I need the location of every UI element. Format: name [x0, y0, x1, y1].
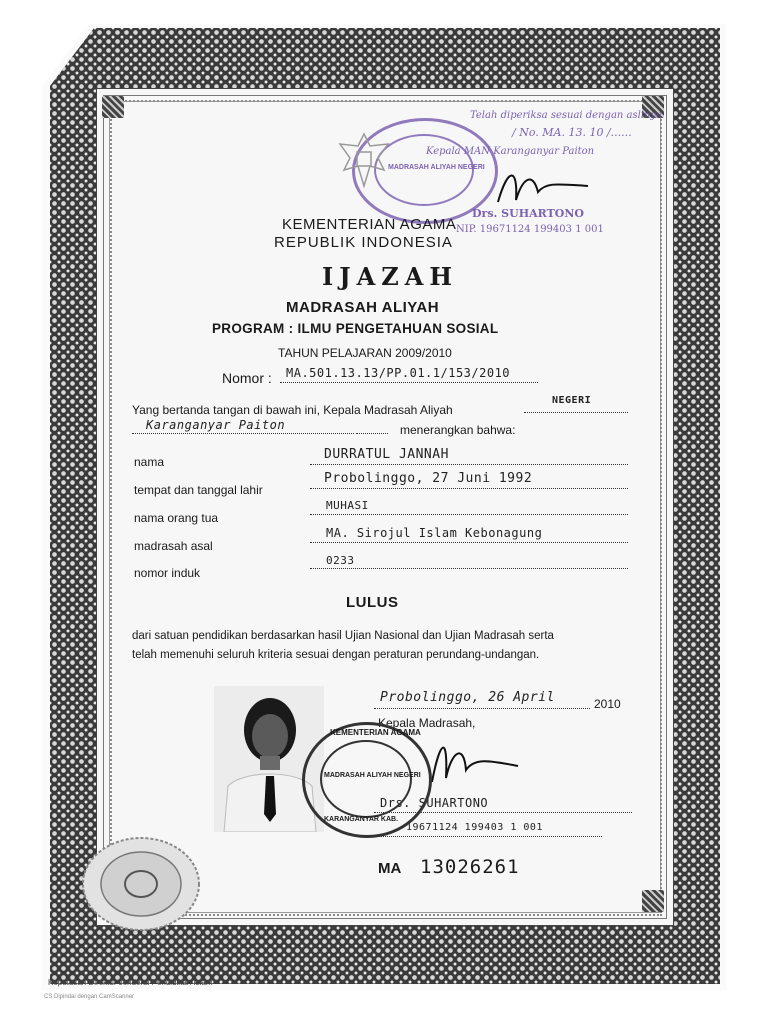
embossed-seal-icon	[78, 832, 204, 936]
verify-line3: Kepala MAN Karanganyar Paiton	[426, 146, 595, 157]
dotted-line	[374, 836, 602, 837]
signature-place-date: Probolinggo, 26 April	[380, 690, 555, 705]
statement-prefix: Yang bertanda tangan di bawah ini, Kepala Madrasah Aliyah	[132, 403, 453, 417]
document-title: IJAZAH	[322, 262, 459, 291]
seal-text-mid: MADRASAH ALIYAH NEGERI	[324, 772, 421, 779]
serial-prefix: MA	[378, 860, 402, 877]
verify-signature	[488, 162, 598, 212]
dotted-line	[280, 382, 538, 383]
seal-text-top: KEMENTERIAN AGAMA	[330, 728, 421, 737]
academic-year: TAHUN PELAJARAN 2009/2010	[278, 346, 452, 360]
school-type: MADRASAH ALIYAH	[286, 299, 440, 316]
corner-ornament	[102, 96, 124, 118]
number-label: Nomor :	[222, 370, 272, 386]
number-value: MA.501.13.13/PP.01.1/153/2010	[286, 366, 511, 380]
scanner-mark: CS Dipindai dengan CamScanner	[44, 994, 135, 1000]
dotted-line	[524, 412, 628, 413]
result-status: LULUS	[346, 594, 399, 611]
dotted-line	[374, 708, 590, 709]
school-location: Karanganyar Paiton	[146, 418, 286, 432]
signature-position: Kepala Madrasah,	[378, 716, 476, 730]
republic-name: REPUBLIK INDONESIA	[274, 234, 453, 251]
serial-number: 13026261	[420, 856, 520, 878]
seal-inner-text: MADRASAH ALIYAH NEGERI	[388, 164, 485, 171]
garuda-emblem-icon	[332, 126, 396, 196]
verify-name: Drs. SUHARTONO	[472, 207, 585, 220]
conclusion-line1: dari satuan pendidikan berdasarkan hasil Ujian Nasional dan Ujian Madrasah serta	[132, 630, 554, 642]
dotted-line	[356, 433, 388, 434]
signature-nip: 19671124 199403 1 001	[406, 822, 543, 833]
dotted-line	[132, 433, 354, 434]
verify-nip: NIP. 19671124 199403 1 001	[456, 224, 604, 235]
ministry-name: KEMENTERIAN AGAMA	[282, 216, 457, 233]
seal-text-bottom: KARANGANYAR KAB.	[324, 816, 399, 823]
statement-suffix: menerangkan bahwa:	[400, 423, 516, 437]
signature-name: Drs. SUHARTONO	[380, 796, 489, 810]
school-status: NEGERI	[552, 395, 592, 406]
verify-line1: Telah diperiksa sesuai dengan aslinya	[470, 110, 663, 121]
program: PROGRAM : ILMU PENGETAHUAN SOSIAL	[212, 321, 499, 336]
signature-year: 2010	[594, 697, 621, 711]
corner-ornament	[642, 890, 664, 912]
conclusion-line2: telah memenuhi seluruh kriteria sesuai dengan peraturan perundang-undangan.	[132, 649, 540, 661]
footer-note: Keputusan Direktur Jenderal Pendidikan Islam	[48, 978, 213, 987]
verify-line2: / No. MA. 13. 10 /......	[512, 126, 632, 139]
